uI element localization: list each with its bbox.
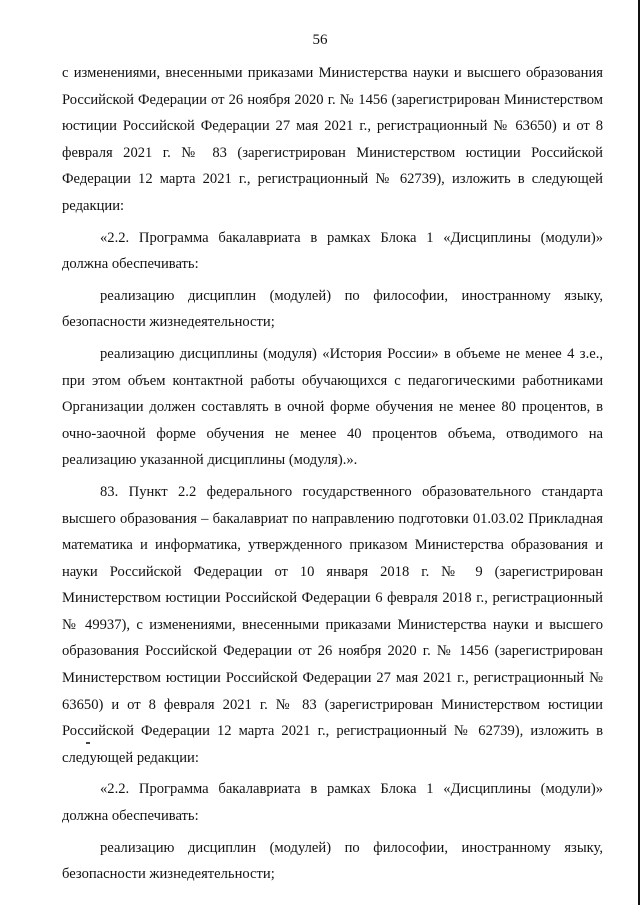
- margin-mark: [86, 742, 90, 744]
- document-body: [62, 60, 603, 888]
- paragraph-disciplines: реализацию дисциплин (модулей) по философии, иностранному языку, безопасности жизнедеятельности;: [62, 287, 603, 331]
- paragraph-disciplines: реализацию дисциплин (модулей) по философии, иностранному языку, безопасности жизнедеятельности;: [62, 839, 603, 883]
- paragraph-quoted-clause: «2.2. Программа бакалавриата в рамках Блока 1 «Дисциплины (модули)» должна обеспечивать:: [62, 229, 603, 273]
- paragraph-quoted-clause: «2.2. Программа бакалавриата в рамках Блока 1 «Дисциплины (модули)» должна обеспечивать:: [62, 781, 603, 825]
- paragraph-continuation: с изменениями, внесенными приказами Министерства науки и высшего образования Российской Федерации от 26 ноября 2020 г. № 1456 (зарегистрирован Министерством юстиции Российской Федерации 27 мая 2021 г., регистрационный № 63650) и от 8 февраля 2021 г. № 83 (зарегистрирован Министерством юстиции Российской Федерации 12 марта 2021 г., регистрационный № 62739), изложить в следующей редакции:: [62, 65, 603, 214]
- paragraph-history-discipline: реализацию дисциплины (модуля) «История России» в объеме не менее 4 з.е., при этом объем контактной работы обучающихся с педагогическими работниками Организации должен составлять в очной форме обучения не менее 80 процентов, в очно-заочной форме обучения не менее 40 процентов объема, отводимого на реализацию указанной дисциплины (модуля).».: [62, 345, 603, 469]
- paragraph-item-83: 83. Пункт 2.2 федерального государственного образовательного стандарта высшего образования – бакалавриат по направлению подготовки 01.03.02 Прикладная математика и информатика, утвержденного приказом Министерства образования и науки Российской Федерации от 10 января 2018 г. № 9 (зарегистрирован Министерством юстиции Российской Федерации 6 февраля 2018 г., регистрационный № 49937), с изменениями, внесенными приказами Министерства науки и высшего образования Российской Федерации от 26 ноября 2020 г. № 1456 (зарегистрирован Министерством юстиции Российской Федерации 27 мая 2021 г., регистрационный № 63650) и от 8 февраля 2021 г. № 83 (зарегистрирован Министерством юстиции Российской Федерации 12 марта 2021 г., регистрационный № 62739), изложить в следующей редакции:: [62, 483, 603, 766]
- page-number: 56: [312, 32, 328, 48]
